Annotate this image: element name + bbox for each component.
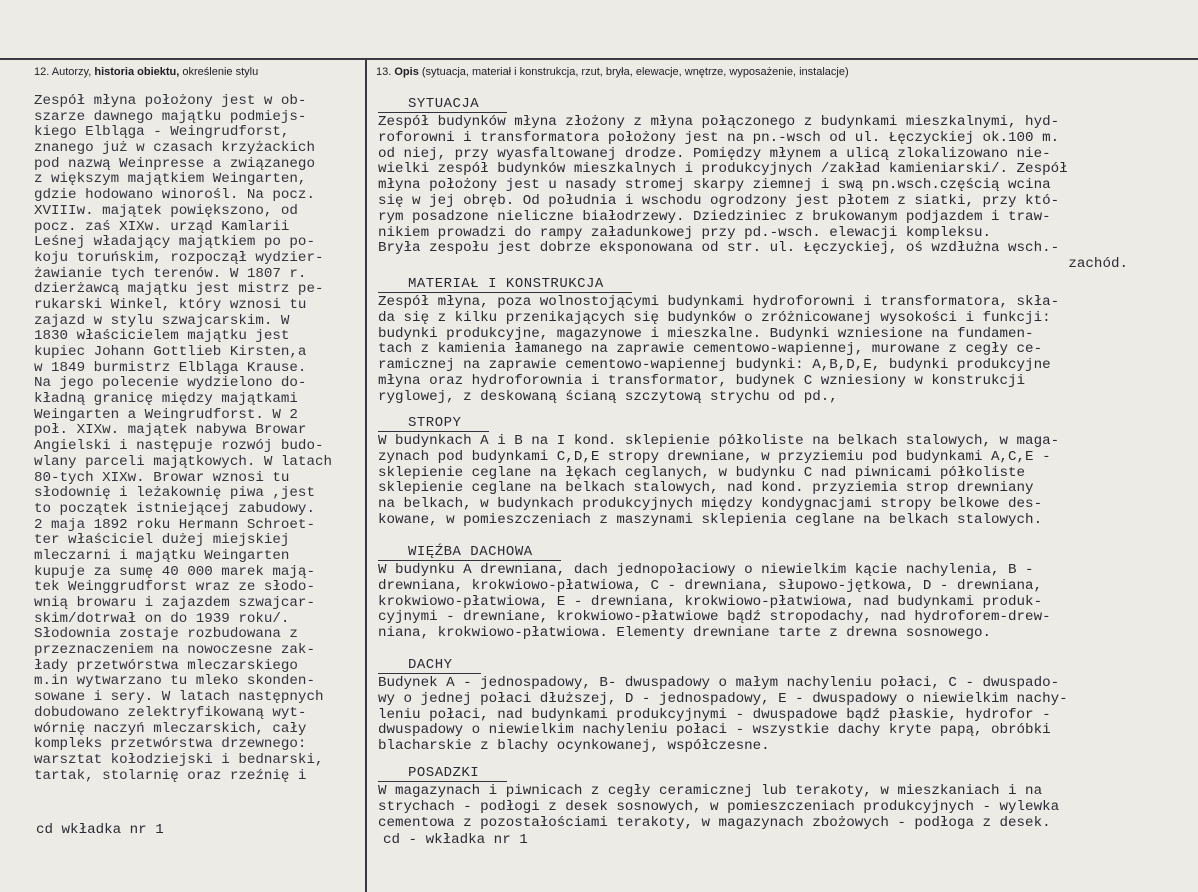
history-line: gdzie hodowano winorośl. Na pocz. [34, 187, 315, 204]
field-number: 12. [34, 66, 50, 78]
history-line: pod nazwą Weinpresse a związanego [34, 155, 315, 172]
history-line: Zespół młyna położony jest w ob- [34, 93, 307, 109]
history-line: znanego już w czasach krzyżackich [34, 140, 315, 157]
field-label-scope: (sytuacja, materiał i konstrukcja, rzut, bryła, elewacje, wnętrze, wyposażenie, instalacje) [421, 66, 849, 78]
history-line: m.in wytwarzano tu mleko skonden- [34, 673, 315, 690]
text-line: nikiem prowadzi do rampy załadunkowej przy pd.-wsch. elewacji kompleksu. [378, 224, 991, 241]
form-top-rule [0, 58, 1198, 60]
section-sytuacja [378, 94, 1188, 273]
text-line: ryglowej, z deskowaną ścianą szczytową strychu od pd., [378, 388, 838, 405]
text-line: Bryła zespołu jest dobrze eksponowana od str. ul. Łęczyckiej, oś wzdłużna wsch.- [378, 240, 1060, 257]
section-title: POSADZKI [378, 765, 507, 782]
section-stropy [378, 413, 1188, 529]
history-continuation-note: cd wkładka nr 1 [36, 822, 164, 838]
history-line: poł. XIXw. majątek nabywa Browar [34, 422, 307, 439]
section-posadzki [378, 763, 1188, 831]
history-line: XVIIIw. majątek powiększono, od [34, 202, 298, 219]
history-line: zajazd w stylu szwajcarskim. W [34, 312, 290, 329]
field-12-header [34, 66, 258, 78]
history-line: dobudowano zelektryfikowaną wyt- [34, 704, 307, 721]
history-line: 2 maja 1892 roku Hermann Schroet- [34, 516, 315, 533]
history-line: 80-tych XIXw. Browar wznosi tu [34, 469, 290, 486]
text-line: leniu połaci, nad budynkami produkcyjnymi - dwuspadowe bądź płaskie, hydrofor - [378, 706, 1051, 723]
text-line: wielki zespół budynków mieszkalnych i produkcyjnych /zakład kamieniarski/. Zespół [378, 161, 1068, 178]
history-line: kupuje za sumę 40 000 marek mają- [34, 563, 315, 580]
history-line: kiego Elbląga - Weingrudforst, [34, 124, 290, 141]
text-line: sklepienie ceglane na belkach stalowych, nad kond. przyziemia strop drewniany [378, 480, 1034, 497]
history-line: łady przetwórstwa mleczarskiego [34, 657, 298, 674]
text-line: się w jej obręb. Od południa i wschodu ogrodzony jest płotem z siatki, przy któ- [378, 192, 1060, 209]
text-line: W magazynach i piwnicach z cegły ceramicznej lub terakoty, w mieszkaniach i na [378, 783, 1043, 799]
field-label-description: Opis [394, 66, 419, 78]
history-line: wlany parceli majątkowych. W latach [34, 453, 332, 470]
text-line: kowane, w pomieszczeniach z maszynami sklepienia ceglane na belkach stalowych. [378, 511, 1043, 528]
field-number: 13. [376, 66, 392, 78]
text-line: krokwiowo-płatwiowa, E - drewniana, krokwiowo-płatwiowa, nad budynkami produk- [378, 593, 1043, 610]
history-line: rukarski Winkel, który wznosi tu [34, 296, 307, 313]
text-line: wy o jednej połaci dłuższej, D - jednospadowy, E - dwuspadowy o niewielkim nachy- [378, 690, 1068, 707]
text-line: strychach - podłogi z desek sosnowych, w pomieszczeniach produkcyjnych - wylewka [378, 798, 1060, 815]
history-line: kładną granicę między majątkami [34, 391, 298, 408]
history-line: żawianie tych terenów. W 1807 r. [34, 265, 307, 282]
text-line: dwuspadowy o niewielkim nachyleniu połaci - wszystkie dachy kryte papą, obróbki [378, 722, 1051, 739]
text-line: blacharskie z blachy ocynkowanej, współczesne. [378, 738, 770, 755]
text-line: niana, krokwiowo-płatwiowa. Elementy drewniane tarte z drewna sosnowego. [378, 625, 991, 642]
history-line: Angielski i następuje rozwój budo- [34, 438, 324, 455]
text-line: roforowni i transformatora położony jest na pn.-wsch od ul. Łęczyckiej ok.100 m. [378, 129, 1060, 146]
history-line: Leśnej władający majątkiem po po- [34, 234, 315, 251]
history-line: Weingarten a Weingrudforst. W 2 [34, 406, 298, 423]
text-line: Budynek A - jednospadowy, B- dwuspadowy o małym nachyleniu połaci, C - dwuspado- [378, 675, 1060, 691]
section-title: DACHY [378, 657, 481, 674]
section-body [378, 784, 1188, 831]
history-line: mleczarni i majątku Weingarten [34, 547, 290, 564]
text-line: na belkach, w budynkach produkcyjnych między kondygnacjami stropy belkowe des- [378, 496, 1043, 513]
history-line: tartak, stolarnię oraz rzeźnię i [34, 767, 307, 784]
history-line: 1830 właścicielem majątku jest [34, 328, 290, 345]
history-line: kompleks przetwórstwa drzewnego: [34, 736, 307, 753]
section-dachy [378, 655, 1188, 755]
field-label-history: historia obiektu, [94, 66, 180, 78]
history-line: dzierżawcą majątku jest mistrz pe- [34, 281, 324, 298]
section-body [378, 676, 1188, 755]
text-line: rym posadzone nieliczne białodrzewy. Dziedziniec z brukowanym podjazdem i traw- [378, 208, 1051, 225]
text-line: Zespół młyna, poza wolnostojącymi budynkami hydroforowni i transformatora, skła- [378, 294, 1060, 310]
history-line: kupiec Johann Gottlieb Kirsten,a [34, 344, 307, 360]
text-line: młyna położony jest u nasady stromej skarpy ziemnej i swą pn.wsch.częścią wcina [378, 177, 1051, 194]
section-wiezba [378, 542, 1188, 642]
section-title: SYTUACJA [378, 96, 507, 113]
history-line: pocz. zaś XIXw. urząd Kamlarii [34, 218, 290, 235]
section-title: WIĘŹBA DACHOWA [378, 544, 561, 561]
section-title: STROPY [378, 415, 489, 432]
history-text [34, 94, 332, 784]
history-line: szarze dawnego majątku podmiejs- [34, 108, 307, 125]
text-line: da się z kilku przenikających się budynków o zróżnicowanej wysokości i funkcji: [378, 309, 1051, 326]
text-line: W budynkach A i B na I kond. sklepienie półkoliste na belkach stalowych, w maga- [378, 433, 1060, 449]
text-line: ramicznej na zaprawie cementowo-wapiennej budynki: A,B,D,E, budynki produkcyjne [378, 357, 1051, 374]
history-line: z większym majątkiem Weingarten, [34, 171, 307, 188]
history-line: ter właściciel dużej miejskiej [34, 532, 290, 549]
history-line: wórnię naczyń mleczarskich, cały [34, 720, 307, 737]
text-line: cyjnymi - drewniane, krokwiowo-płatwiowe bądź stropodachy, nad hydroforem-drew- [378, 609, 1051, 626]
section-body [378, 434, 1188, 529]
field-13-header [376, 66, 849, 78]
text-line: zachód. [1068, 256, 1128, 273]
field-label-authors: Autorzy, [51, 66, 92, 78]
history-line: wnią browaru i zajazdem szwajcar- [34, 595, 315, 611]
section-title: MATERIAŁ I KONSTRUKCJA [378, 276, 632, 293]
text-line: młyna oraz hydroforownia i transformator, budynek C wzniesiony w konstrukcji [378, 372, 1026, 389]
history-line: Na jego polecenie wydzielono do- [34, 375, 307, 392]
text-line: budynki produkcyjne, magazynowe i mieszkalne. Budynki wzniesione na fundamen- [378, 325, 1034, 342]
history-line: koju toruńskim, rozpoczął wydzier- [34, 249, 324, 266]
text-line: Zespół budynków młyna złożony z młyna połączonego z budynkami mieszkalnymi, hyd- [378, 114, 1060, 130]
text-line: od niej, przy wyasfaltowanej drodze. Pomiędzy młynem a ulicą zlokalizowano nie- [378, 145, 1051, 162]
history-line: skim/dotrwał on do 1939 roku/. [34, 610, 290, 627]
history-line: warsztat kołodziejski i bednarski, [34, 751, 324, 768]
history-line: to początek istniejącej zabudowy. [34, 500, 315, 517]
text-line: cementowa z pozostałościami terakoty, w magazynach zbożowych - podłoga z desek. [378, 814, 1051, 831]
section-body [378, 115, 1188, 273]
text-line: drewniana, krokwiowo-płatwiowa, C - drewniana, słupowo-jętkowa, D - drewniana, [378, 577, 1043, 594]
history-line: sowane i sery. W latach następnych [34, 689, 324, 706]
text-line: sklepienie ceglane na łękach ceglanych, w budynku C nad piwnicami półkoliste [378, 464, 1026, 481]
history-line: Słodownia zostaje rozbudowana z [34, 626, 298, 643]
history-line: słodownię i leżakownię piwa ,jest [34, 485, 315, 502]
field-label-style: określenie stylu [182, 66, 259, 78]
history-line: przeznaczeniem na nowoczesne zak- [34, 642, 315, 659]
section-material [378, 274, 1188, 406]
section-body [378, 295, 1188, 406]
history-line: w 1849 burmistrz Elbląga Krause. [34, 359, 307, 376]
text-line: zynach pod budynkami C,D,E stropy drewniane, w przyziemiu pod budynkami A,C,E - [378, 448, 1051, 465]
text-line: W budynku A drewniana, dach jednopołaciowy o niewielkim kącie nachylenia, B - [378, 562, 1034, 578]
description-continuation-note: cd - wkładka nr 1 [383, 832, 528, 848]
text-line: tach z kamienia łamanego na zaprawie cementowo-wapiennej, murowane z cegły ce- [378, 341, 1043, 358]
history-line: tek Weinggrudforst wraz ze słodo- [34, 579, 315, 596]
column-divider [365, 60, 367, 892]
section-body [378, 563, 1188, 642]
